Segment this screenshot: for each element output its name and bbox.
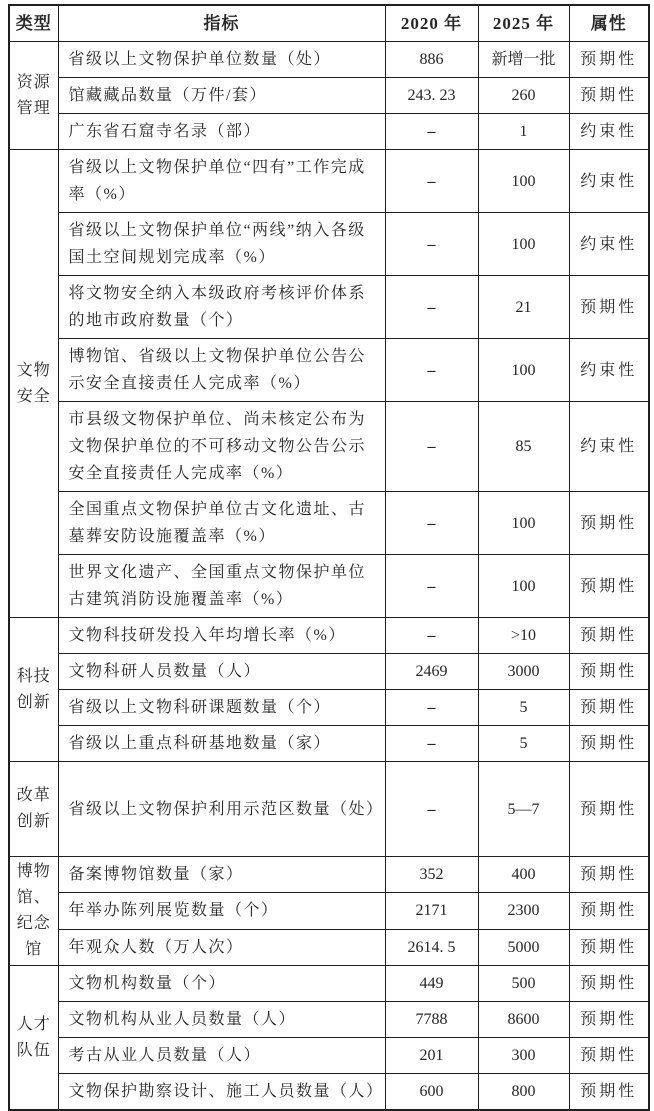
attribute-cell: 预期性 bbox=[569, 762, 649, 857]
indicator-cell: 省级以上文物保护单位数量（处） bbox=[58, 42, 385, 78]
attribute-cell: 预期性 bbox=[569, 1038, 649, 1074]
table-row bbox=[9, 1002, 649, 1038]
value-2025-cell: 100 bbox=[478, 555, 569, 618]
value-2025-cell: 400 bbox=[478, 857, 569, 893]
value-2025-cell: 5 bbox=[478, 726, 569, 762]
attribute-cell: 约束性 bbox=[569, 114, 649, 150]
attribute-cell: 预期性 bbox=[569, 1074, 649, 1111]
value-2025-cell: 100 bbox=[478, 213, 569, 276]
attribute-cell: 预期性 bbox=[569, 690, 649, 726]
indicator-cell: 备案博物馆数量（家） bbox=[58, 857, 385, 893]
value-2020-cell: – bbox=[385, 150, 478, 213]
table-row bbox=[9, 929, 649, 965]
category-cell: 改革创新 bbox=[9, 762, 58, 857]
category-cell: 科技创新 bbox=[9, 618, 58, 762]
value-2020-cell: – bbox=[385, 690, 478, 726]
attribute-cell: 预期性 bbox=[569, 966, 649, 1002]
value-2020-cell: – bbox=[385, 555, 478, 618]
header-indicator: 指标 bbox=[58, 5, 385, 42]
table-row bbox=[9, 762, 649, 857]
header-2025: 2025 年 bbox=[478, 5, 569, 42]
indicator-cell: 博物馆、省级以上文物保护单位公告公示安全直接责任人完成率（%） bbox=[58, 339, 385, 402]
value-2020-cell: – bbox=[385, 762, 478, 857]
category-cell: 文物安全 bbox=[9, 150, 58, 618]
value-2020-cell: – bbox=[385, 492, 478, 555]
attribute-cell: 预期性 bbox=[569, 555, 649, 618]
value-2025-cell: 3000 bbox=[478, 654, 569, 690]
indicator-cell: 省级以上重点科研基地数量（家） bbox=[58, 726, 385, 762]
value-2025-cell: 300 bbox=[478, 1038, 569, 1074]
table-row bbox=[9, 1074, 649, 1111]
attribute-cell: 预期性 bbox=[569, 42, 649, 78]
table-row bbox=[9, 213, 649, 276]
table-row bbox=[9, 857, 649, 893]
value-2025-cell: 5 bbox=[478, 690, 569, 726]
attribute-cell: 预期性 bbox=[569, 492, 649, 555]
table-row bbox=[9, 893, 649, 929]
value-2020-cell: 201 bbox=[385, 1038, 478, 1074]
value-2020-cell: 352 bbox=[385, 857, 478, 893]
value-2020-cell: – bbox=[385, 402, 478, 492]
value-2020-cell: 449 bbox=[385, 966, 478, 1002]
attribute-cell: 预期性 bbox=[569, 276, 649, 339]
attribute-cell: 约束性 bbox=[569, 402, 649, 492]
table-row bbox=[9, 654, 649, 690]
indicator-cell: 年举办陈列展览数量（个） bbox=[58, 893, 385, 929]
indicator-cell: 省级以上文物保护单位“四有”工作完成率（%） bbox=[58, 150, 385, 213]
header-row bbox=[9, 5, 649, 42]
indicator-cell: 文物机构从业人员数量（人） bbox=[58, 1002, 385, 1038]
table-row bbox=[9, 402, 649, 492]
value-2020-cell: – bbox=[385, 213, 478, 276]
table-row bbox=[9, 555, 649, 618]
table-row bbox=[9, 276, 649, 339]
attribute-cell: 预期性 bbox=[569, 726, 649, 762]
attribute-cell: 约束性 bbox=[569, 213, 649, 276]
indicator-cell: 省级以上文物保护利用示范区数量（处） bbox=[58, 762, 385, 857]
attribute-cell: 约束性 bbox=[569, 339, 649, 402]
table-row bbox=[9, 726, 649, 762]
value-2020-cell: 243. 23 bbox=[385, 78, 478, 114]
value-2025-cell: 100 bbox=[478, 492, 569, 555]
table-row bbox=[9, 42, 649, 78]
indicator-cell: 全国重点文物保护单位古文化遗址、古墓葬安防设施覆盖率（%） bbox=[58, 492, 385, 555]
indicator-cell: 馆藏藏品数量（万件/套） bbox=[58, 78, 385, 114]
indicator-cell: 年观众人数（万人次） bbox=[58, 929, 385, 965]
table-row bbox=[9, 150, 649, 213]
table-row bbox=[9, 492, 649, 555]
indicator-table bbox=[8, 4, 650, 1111]
indicator-cell: 广东省石窟寺名录（部） bbox=[58, 114, 385, 150]
value-2025-cell: 2300 bbox=[478, 893, 569, 929]
value-2020-cell: – bbox=[385, 618, 478, 654]
value-2020-cell: 2469 bbox=[385, 654, 478, 690]
attribute-cell: 预期性 bbox=[569, 654, 649, 690]
value-2020-cell: – bbox=[385, 114, 478, 150]
indicator-cell: 省级以上文物科研课题数量（个） bbox=[58, 690, 385, 726]
value-2020-cell: 600 bbox=[385, 1074, 478, 1111]
table-body bbox=[9, 42, 649, 1111]
attribute-cell: 约束性 bbox=[569, 150, 649, 213]
value-2020-cell: 2614. 5 bbox=[385, 929, 478, 965]
value-2025-cell: 260 bbox=[478, 78, 569, 114]
category-cell: 人才队伍 bbox=[9, 966, 58, 1111]
indicator-cell: 文物科技研发投入年均增长率（%） bbox=[58, 618, 385, 654]
value-2025-cell: 21 bbox=[478, 276, 569, 339]
indicator-cell: 文物科研人员数量（人） bbox=[58, 654, 385, 690]
category-cell: 博物馆、纪念馆 bbox=[9, 857, 58, 966]
attribute-cell: 预期性 bbox=[569, 618, 649, 654]
value-2020-cell: – bbox=[385, 726, 478, 762]
table-row bbox=[9, 966, 649, 1002]
indicator-cell: 世界文化遗产、全国重点文物保护单位古建筑消防设施覆盖率（%） bbox=[58, 555, 385, 618]
table-row bbox=[9, 78, 649, 114]
value-2025-cell: 5000 bbox=[478, 929, 569, 965]
value-2025-cell: 100 bbox=[478, 150, 569, 213]
value-2020-cell: – bbox=[385, 339, 478, 402]
value-2020-cell: 886 bbox=[385, 42, 478, 78]
table-row bbox=[9, 114, 649, 150]
category-cell: 资源管理 bbox=[9, 42, 58, 150]
indicator-cell: 省级以上文物保护单位“两线”纳入各级国土空间规划完成率（%） bbox=[58, 213, 385, 276]
value-2025-cell: 新增一批 bbox=[478, 42, 569, 78]
value-2025-cell: >10 bbox=[478, 618, 569, 654]
value-2020-cell: 2171 bbox=[385, 893, 478, 929]
header-2020: 2020 年 bbox=[385, 5, 478, 42]
indicator-cell: 市县级文物保护单位、尚未核定公布为文物保护单位的不可移动文物公告公示安全直接责任人完成率（%） bbox=[58, 402, 385, 492]
value-2025-cell: 800 bbox=[478, 1074, 569, 1111]
indicator-cell: 考古从业人员数量（人） bbox=[58, 1038, 385, 1074]
indicator-cell: 文物机构数量（个） bbox=[58, 966, 385, 1002]
attribute-cell: 预期性 bbox=[569, 78, 649, 114]
header-attribute: 属性 bbox=[569, 5, 649, 42]
indicator-cell: 将文物安全纳入本级政府考核评价体系的地市政府数量（个） bbox=[58, 276, 385, 339]
value-2025-cell: 85 bbox=[478, 402, 569, 492]
attribute-cell: 预期性 bbox=[569, 893, 649, 929]
value-2025-cell: 5—7 bbox=[478, 762, 569, 857]
table-row bbox=[9, 339, 649, 402]
value-2025-cell: 100 bbox=[478, 339, 569, 402]
table-row bbox=[9, 1038, 649, 1074]
value-2025-cell: 8600 bbox=[478, 1002, 569, 1038]
attribute-cell: 预期性 bbox=[569, 857, 649, 893]
value-2025-cell: 1 bbox=[478, 114, 569, 150]
attribute-cell: 预期性 bbox=[569, 1002, 649, 1038]
table-row bbox=[9, 618, 649, 654]
value-2020-cell: 7788 bbox=[385, 1002, 478, 1038]
attribute-cell: 预期性 bbox=[569, 929, 649, 965]
table-row bbox=[9, 690, 649, 726]
indicator-cell: 文物保护勘察设计、施工人员数量（人） bbox=[58, 1074, 385, 1111]
value-2025-cell: 500 bbox=[478, 966, 569, 1002]
value-2020-cell: – bbox=[385, 276, 478, 339]
header-category: 类型 bbox=[9, 5, 58, 42]
